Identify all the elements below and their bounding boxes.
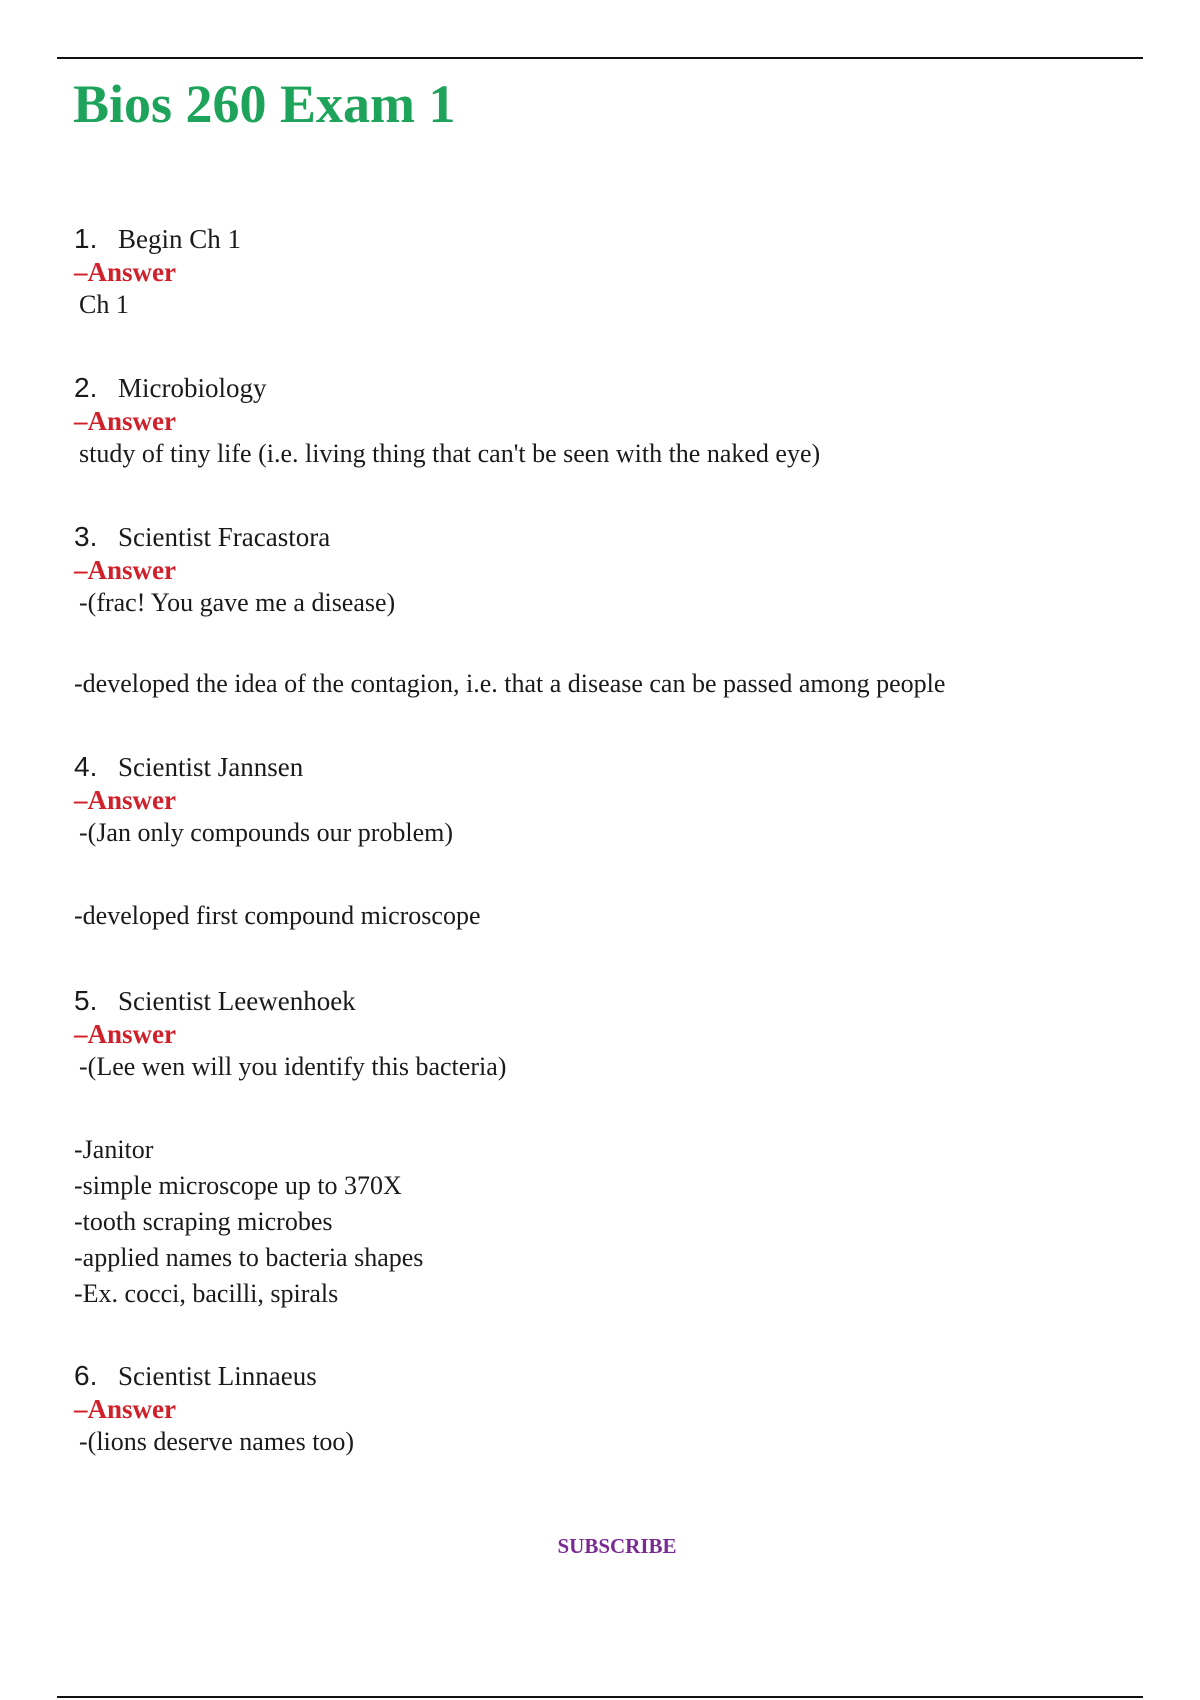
question-number: 4.	[74, 751, 98, 782]
answer-detail-line: -tooth scraping microbes	[74, 1207, 333, 1236]
answer-detail-line: -developed first compound microscope	[74, 901, 481, 930]
question-number: 5.	[74, 985, 98, 1016]
answer-label: –Answer	[74, 1019, 176, 1049]
answer-label: –Answer	[74, 406, 176, 436]
question-line	[74, 371, 1134, 405]
answer-text: -(Lee wen will you identify this bacteria)	[79, 1052, 507, 1081]
answer-text: study of tiny life (i.e. living thing that can't be seen with the naked eye)	[79, 439, 821, 468]
question-prompt: Microbiology	[118, 373, 267, 403]
top-rule	[57, 57, 1143, 59]
subscribe-link[interactable]: SUBSCRIBE	[557, 1534, 677, 1558]
answer-detail-line: -simple microscope up to 370X	[74, 1171, 402, 1200]
answer-label: –Answer	[74, 257, 176, 287]
answer-label: –Answer	[74, 785, 176, 815]
question-item-5	[74, 984, 1134, 1083]
question-item-3	[74, 520, 1134, 619]
answer-detail-line: -Janitor	[74, 1135, 154, 1164]
question-prompt: Scientist Leewenhoek	[118, 986, 356, 1016]
question-item-4	[74, 750, 1134, 849]
question-number: 2.	[74, 372, 98, 403]
question-prompt: Begin Ch 1	[118, 224, 242, 254]
answer-text: -(frac! You gave me a disease)	[79, 588, 396, 617]
question-number: 3.	[74, 521, 98, 552]
answer-text: Ch 1	[79, 290, 129, 319]
question-number: 1.	[74, 223, 98, 254]
answer-label: –Answer	[74, 1394, 176, 1424]
question-prompt: Scientist Fracastora	[118, 522, 331, 552]
answer-detail-line: -applied names to bacteria shapes	[74, 1243, 424, 1272]
answer-text: -(Jan only compounds our problem)	[79, 818, 454, 847]
question-item-1	[74, 222, 1134, 321]
answer-detail-line: -developed the idea of the contagion, i.e. that a disease can be passed among people	[74, 669, 946, 698]
question-line	[74, 1359, 1134, 1393]
question-number: 6.	[74, 1360, 98, 1391]
question-prompt: Scientist Jannsen	[118, 752, 304, 782]
question-line	[74, 750, 1134, 784]
answer-label: –Answer	[74, 555, 176, 585]
answer-detail-line: -Ex. cocci, bacilli, spirals	[74, 1279, 339, 1308]
answer-text: -(lions deserve names too)	[79, 1427, 355, 1456]
answer-detail-list	[74, 1132, 423, 1312]
question-prompt: Scientist Linnaeus	[118, 1361, 317, 1391]
question-line	[74, 520, 1134, 554]
question-item-6	[74, 1359, 1134, 1458]
page-title: Bios 260 Exam 1	[73, 74, 456, 134]
bottom-rule	[57, 1696, 1143, 1698]
question-item-2	[74, 371, 1134, 470]
question-line	[74, 222, 1134, 256]
question-line	[74, 984, 1134, 1018]
